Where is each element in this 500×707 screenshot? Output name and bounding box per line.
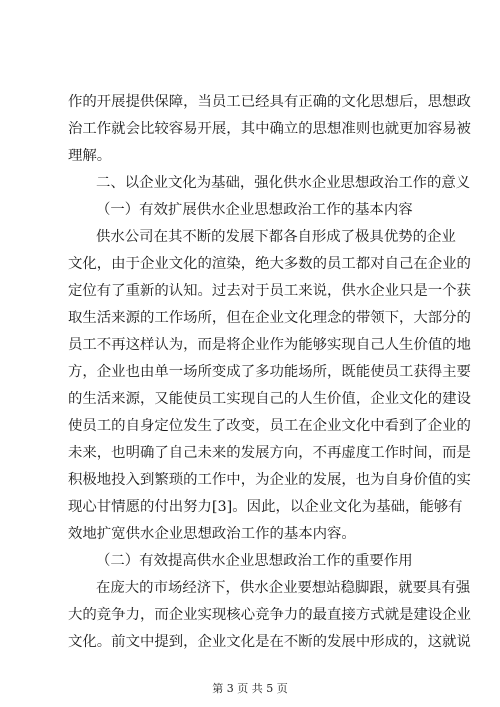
body-line: 定位有了重新的认知。过去对于员工来说，供水企业只是一个获 <box>68 283 471 299</box>
body-line: 作的开展提供保障，当员工已经具有正确的文化思想后，思想政 <box>68 94 471 110</box>
body-line: 效地扩宽供水企业思想政治工作的基本内容。 <box>68 526 356 542</box>
body-line: 大的竞争力，而企业实现核心竞争力的最直接方式就是建设企业 <box>68 607 471 623</box>
body-line: 现心甘情愿的付出努力[3]。因此，以企业文化为基础，能够有 <box>68 499 463 515</box>
body-line: 使员工的自身定位发生了改变，员工在企业文化中看到了企业的 <box>68 418 471 434</box>
body-line: 取生活来源的工作场所，但在企业文化理念的带领下，大部分的 <box>68 310 471 326</box>
body-line: 治工作就会比较容易开展，其中确立的思想准则也就更加容易被 <box>68 121 471 137</box>
body-line: 的生活来源，又能使员工实现自己的人生价值，企业文化的建设 <box>68 391 471 407</box>
body-line: 在庞大的市场经济下，供水企业要想站稳脚跟，就要具有强 <box>96 580 471 596</box>
body-line: 未来，也明确了自己未来的发展方向，不再虚度工作时间，而是 <box>68 445 471 461</box>
body-line: 员工不再这样认为，而是将企业作为能够实现自己人生价值的地 <box>68 337 471 353</box>
body-line: 文化。前文中提到，企业文化是在不断的发展中形成的，这就说 <box>68 634 471 650</box>
subsection-heading: （二）有效提高供水企业思想政治工作的重要作用 <box>96 553 413 569</box>
page-number-footer: 第 3 页 共 5 页 <box>212 682 288 695</box>
section-heading: 二、以企业文化为基础，强化供水企业思想政治工作的意义 <box>96 175 471 191</box>
subsection-heading: （一）有效扩展供水企业思想政治工作的基本内容 <box>96 202 413 218</box>
body-line: 理解。 <box>68 148 112 164</box>
body-line: 积极地投入到繁琐的工作中，为企业的发展，也为自身价值的实 <box>68 472 471 488</box>
body-line: 文化，由于企业文化的渲染，绝大多数的员工都对自己在企业的 <box>68 256 471 272</box>
body-line: 供水公司在其不断的发展下都各自形成了极具优势的企业 <box>96 229 456 245</box>
body-line: 方，企业也由单一场所变成了多功能场所，既能使员工获得主要 <box>68 364 471 380</box>
